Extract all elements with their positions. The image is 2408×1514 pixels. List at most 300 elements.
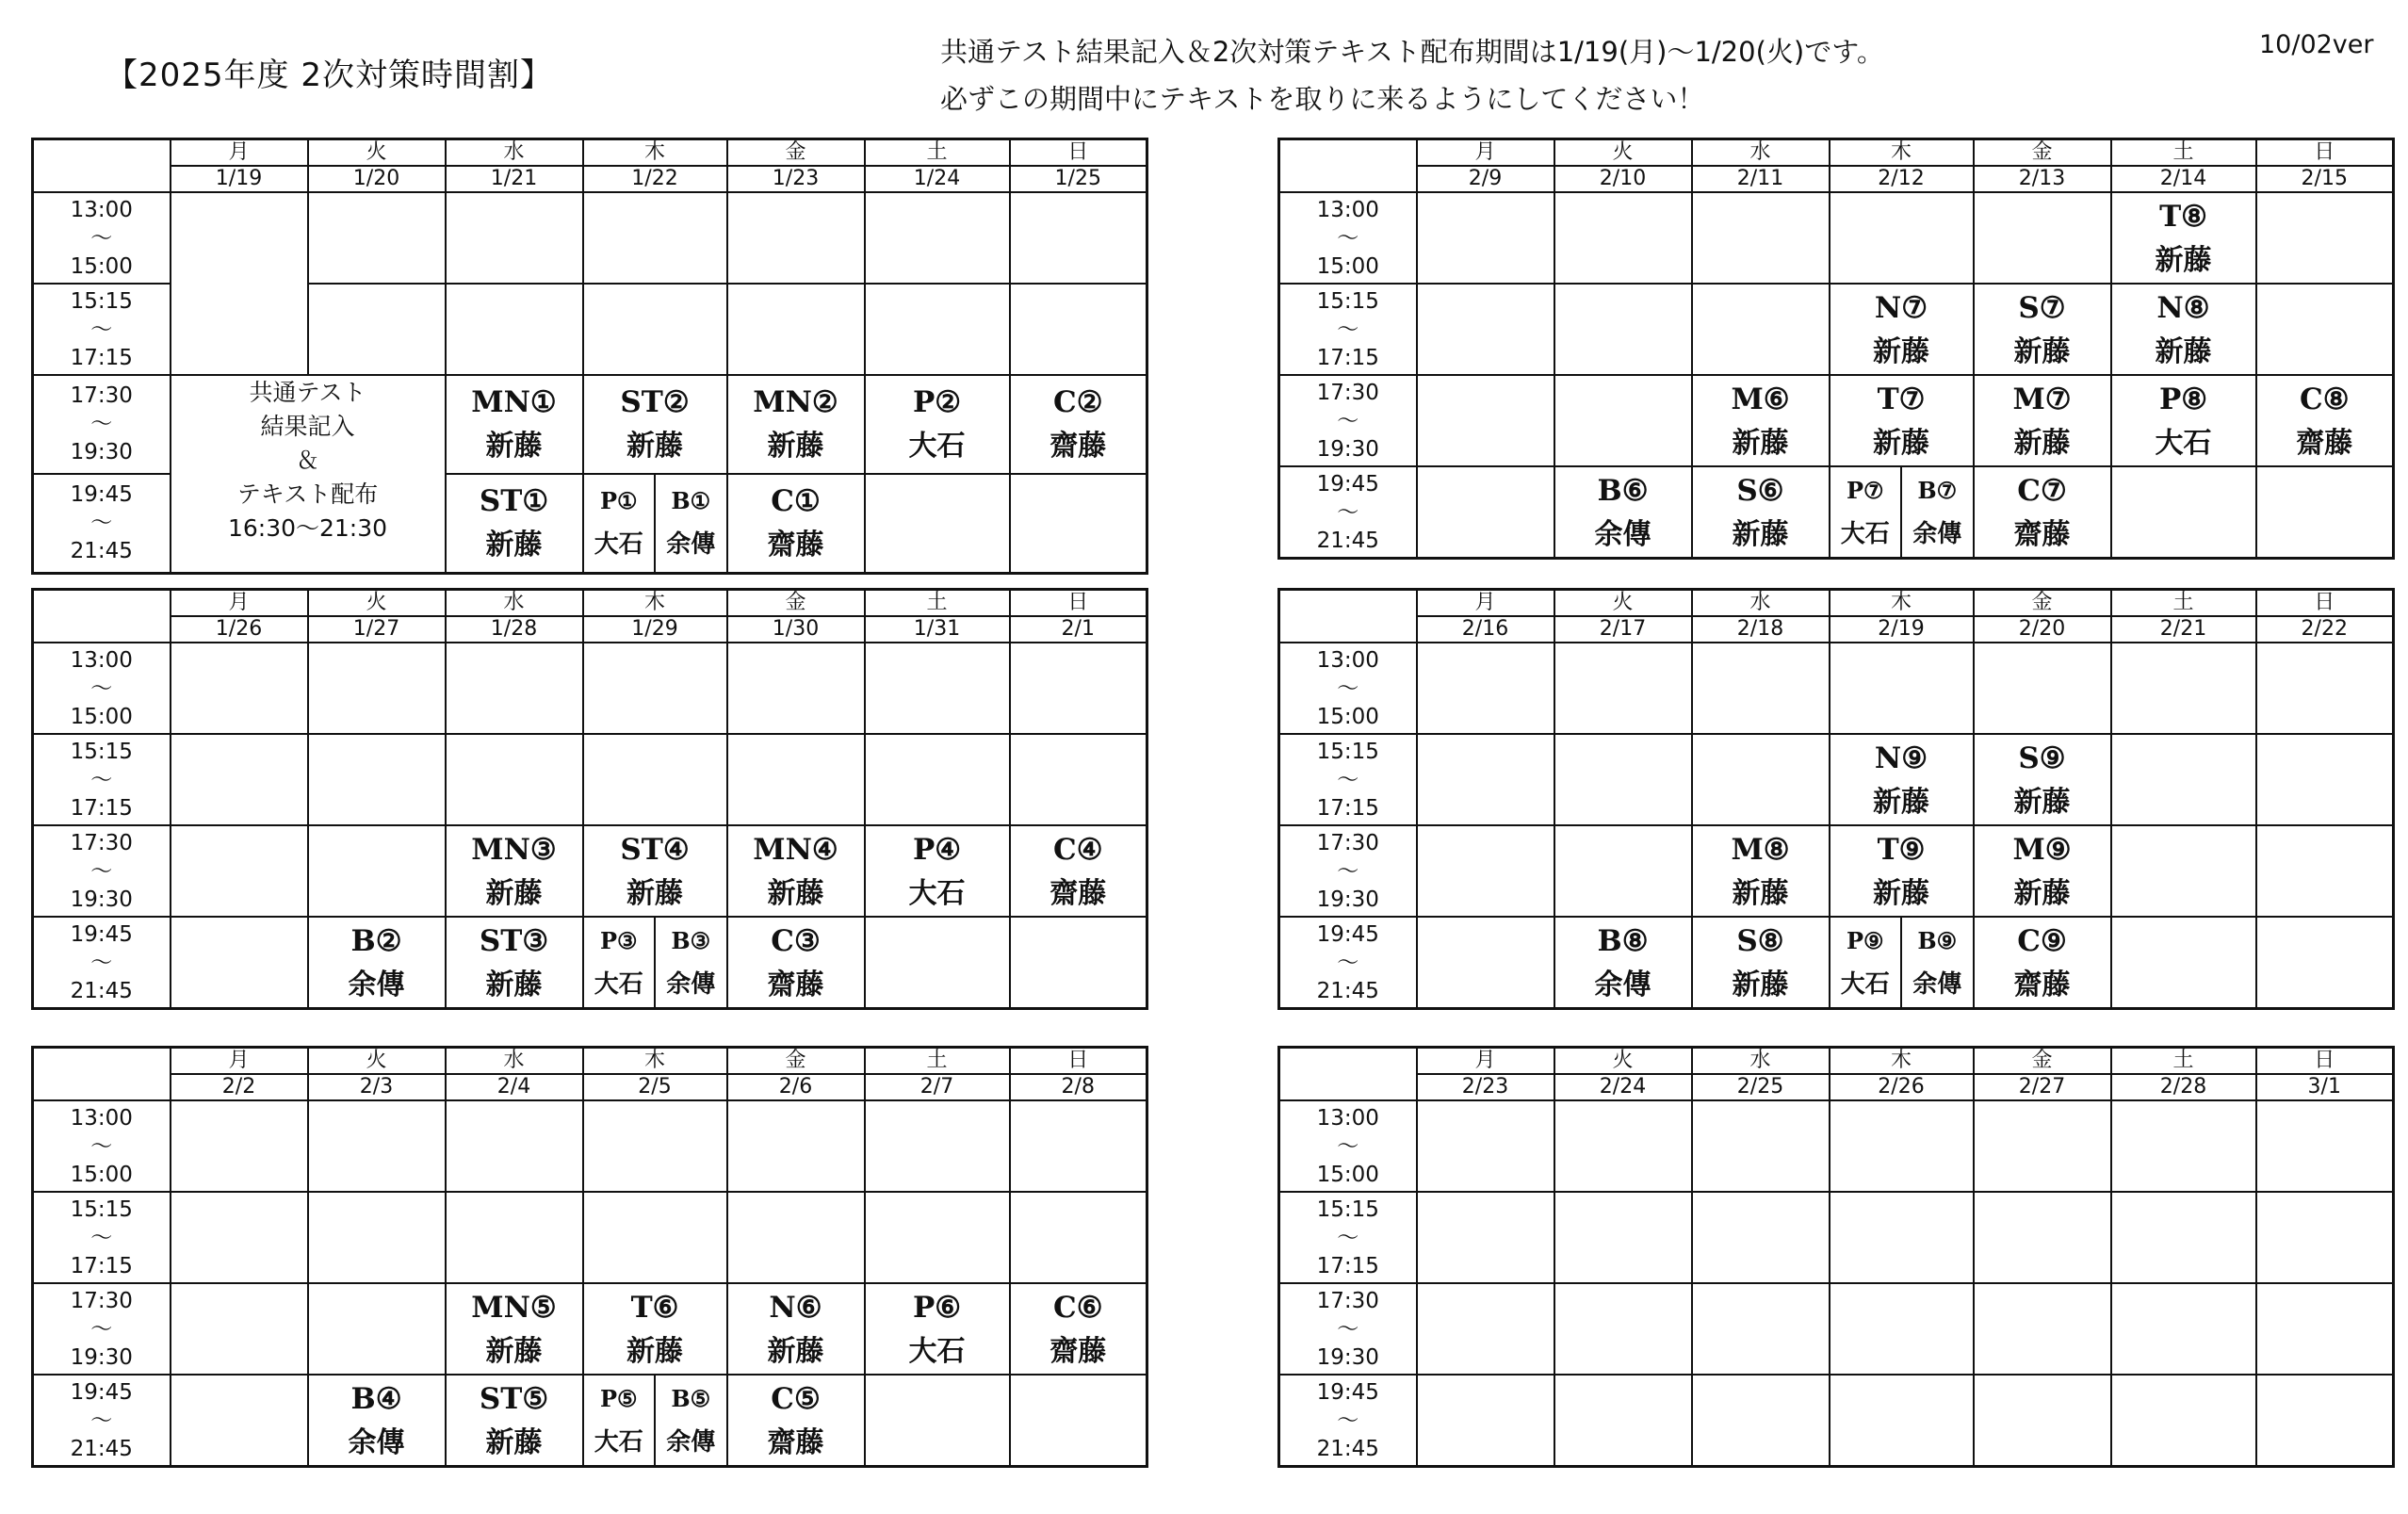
class-code: C⑧: [2300, 382, 2350, 416]
class-cell: [865, 1375, 1010, 1467]
week-table: [31, 588, 1148, 1010]
class-cell: [446, 825, 583, 917]
class-cell: [1417, 1283, 1554, 1375]
teacher-name: 齋藤: [2296, 426, 2353, 460]
class-code: P④: [912, 832, 962, 867]
time-end: 21:45: [1316, 528, 1379, 553]
time-sep: 〜: [90, 1225, 113, 1250]
date-header: 1/22: [583, 166, 727, 192]
class-cell: [865, 917, 1010, 1009]
time-end: 15:00: [70, 1162, 133, 1187]
date-header: 1/20: [308, 166, 446, 192]
class-cell: [2111, 1100, 2256, 1192]
weekday-header: 月: [171, 1048, 308, 1075]
teacher-name: 齋藤: [2013, 968, 2071, 1001]
teacher-name: 新藤: [2013, 876, 2071, 910]
time-sep: 〜: [1337, 676, 1359, 701]
class-code: C⑥: [1053, 1290, 1103, 1325]
weekday-header: 日: [2256, 1048, 2394, 1075]
time-start: 15:15: [70, 1197, 133, 1222]
weekday-header: 土: [865, 1048, 1010, 1075]
class-cell: [2111, 1283, 2256, 1375]
time-slot: [33, 284, 171, 375]
class-code: S⑥: [1736, 473, 1784, 508]
distribution-line5: 16:30〜21:30: [227, 514, 388, 542]
class-cell: [1417, 375, 1554, 466]
time-slot: [33, 1192, 171, 1283]
teacher-name: 新藤: [1873, 334, 1929, 368]
class-code: MN④: [753, 832, 838, 867]
class-code: C②: [1053, 385, 1103, 420]
time-slot: [1279, 192, 1417, 284]
time-end: 21:45: [1316, 1436, 1379, 1461]
class-cell: [583, 1375, 727, 1467]
date-header: 2/3: [308, 1074, 446, 1100]
time-start: 15:15: [1316, 1197, 1379, 1222]
teacher-name: 新藤: [1732, 876, 1789, 910]
class-cell: [1010, 474, 1147, 574]
class-cell: [2256, 1283, 2394, 1375]
class-code: ST⑤: [479, 1381, 549, 1416]
class-cell: [1830, 1375, 1974, 1467]
split-class: [584, 918, 655, 1007]
date-header: 2/16: [1417, 616, 1554, 643]
class-cell: [583, 284, 727, 375]
class-cell: [2111, 825, 2256, 917]
weekday-header: 土: [865, 590, 1010, 617]
weekday-header: 月: [1417, 139, 1554, 167]
class-cell: [446, 734, 583, 825]
date-header: 2/11: [1692, 166, 1830, 192]
weekday-header: 火: [1554, 1048, 1692, 1075]
date-header: 2/8: [1010, 1074, 1147, 1100]
class-code: C④: [1053, 832, 1103, 867]
weekday-header: 金: [727, 590, 865, 617]
date-header: 2/15: [2256, 166, 2394, 192]
time-start: 17:30: [1316, 1288, 1379, 1313]
weekday-header: 水: [1692, 1048, 1830, 1075]
date-header: 1/27: [308, 616, 446, 643]
weekday-header: 火: [308, 139, 446, 167]
class-cell: [583, 917, 727, 1009]
class-cell: [2111, 466, 2256, 559]
weekday-header: 木: [583, 1048, 727, 1075]
class-cell: [2111, 1192, 2256, 1283]
time-start: 17:30: [1316, 830, 1379, 855]
class-cell: [171, 1375, 308, 1467]
weekday-header: 日: [1010, 1048, 1147, 1075]
time-end: 15:00: [70, 704, 133, 729]
teacher-name: 新藤: [2013, 785, 2071, 819]
class-cell: [1554, 825, 1692, 917]
class-cell: [446, 1192, 583, 1283]
class-cell: [1974, 192, 2111, 284]
time-sep: 〜: [90, 1316, 113, 1342]
date-header: 2/7: [865, 1074, 1010, 1100]
distribution-line1: 共通テスト: [249, 379, 366, 406]
time-sep: 〜: [1337, 858, 1359, 884]
class-cell: [1692, 192, 1830, 284]
weekday-header: 水: [446, 590, 583, 617]
teacher-name: 余傳: [666, 530, 716, 560]
teacher-name: 大石: [594, 530, 643, 560]
weekday-header: 土: [865, 139, 1010, 167]
time-start: 19:45: [70, 1379, 133, 1405]
class-cell: [1692, 917, 1830, 1009]
class-code: P⑨: [1846, 926, 1884, 954]
class-cell: [1417, 643, 1554, 734]
time-end: 17:15: [1316, 1253, 1379, 1278]
time-end: 15:00: [70, 253, 133, 279]
class-code: T⑧: [2159, 199, 2207, 234]
teacher-name: 余傳: [666, 1427, 716, 1457]
class-cell: [1692, 284, 1830, 375]
weekday-header: 日: [1010, 590, 1147, 617]
date-header: 1/19: [171, 166, 308, 192]
class-cell: [865, 825, 1010, 917]
class-cell: [1974, 284, 2111, 375]
date-header: 1/28: [446, 616, 583, 643]
class-code: MN①: [471, 385, 557, 420]
class-cell: [1974, 1100, 2111, 1192]
time-slot: [1279, 375, 1417, 466]
split-class: [654, 475, 726, 572]
class-code: B⑥: [1597, 473, 1649, 508]
class-cell: [1974, 1192, 2111, 1283]
week-table: [1277, 1046, 2395, 1468]
page-title: 【2025年度 2次対策時間割】: [106, 57, 553, 94]
class-cell: [1554, 643, 1692, 734]
class-cell: [1974, 643, 2111, 734]
corner-cell: [1279, 139, 1417, 193]
class-code: M⑦: [2012, 382, 2072, 416]
teacher-name: 大石: [2155, 426, 2212, 460]
weekday-header: 土: [2111, 139, 2256, 167]
date-header: 1/31: [865, 616, 1010, 643]
class-cell: [1554, 917, 1692, 1009]
time-end: 17:15: [1316, 795, 1379, 821]
weekday-header: 火: [308, 1048, 446, 1075]
time-end: 15:00: [1316, 253, 1379, 279]
class-cell: [583, 1100, 727, 1192]
weekday-header: 金: [727, 1048, 865, 1075]
time-slot: [33, 474, 171, 574]
class-cell: [1974, 917, 2111, 1009]
class-cell: [446, 474, 583, 574]
teacher-name: 大石: [1840, 519, 1890, 548]
weekday-header: 金: [1974, 139, 2111, 167]
class-cell: [1974, 825, 2111, 917]
time-slot: [1279, 1192, 1417, 1283]
class-cell: [446, 917, 583, 1009]
time-end: 19:30: [1316, 887, 1379, 912]
teacher-name: 新藤: [485, 1425, 543, 1459]
class-cell: [1692, 643, 1830, 734]
time-sep: 〜: [1337, 317, 1359, 342]
time-sep: 〜: [90, 1408, 113, 1433]
class-cell: [2256, 1100, 2394, 1192]
class-cell: [308, 734, 446, 825]
class-cell: [1417, 1375, 1554, 1467]
class-cell: [171, 734, 308, 825]
date-header: 2/26: [1830, 1074, 1974, 1100]
date-header: 2/14: [2111, 166, 2256, 192]
class-cell: [2256, 917, 2394, 1009]
split-class: [1830, 467, 1901, 557]
date-header: 3/1: [2256, 1074, 2394, 1100]
class-cell: [446, 284, 583, 375]
weekday-header: 木: [583, 139, 727, 167]
class-code: P⑤: [599, 1384, 638, 1412]
teacher-name: 余傳: [1912, 519, 1962, 548]
time-start: 17:30: [70, 383, 133, 409]
class-cell: [1010, 1192, 1147, 1283]
class-cell: [1554, 1192, 1692, 1283]
class-cell: [1554, 1283, 1692, 1375]
class-cell: [308, 1375, 446, 1467]
date-header: 1/23: [727, 166, 865, 192]
class-code: N⑧: [2156, 290, 2210, 325]
time-slot: [1279, 1100, 1417, 1192]
time-start: 19:45: [1316, 1379, 1379, 1405]
class-cell: [1417, 466, 1554, 559]
time-sep: 〜: [1337, 499, 1359, 525]
time-start: 15:15: [70, 739, 133, 764]
weekday-header: 木: [583, 590, 727, 617]
teacher-name: 大石: [908, 430, 966, 464]
class-cell: [865, 192, 1010, 284]
class-code: T⑨: [1877, 832, 1926, 867]
date-header: 2/27: [1974, 1074, 2111, 1100]
weekday-header: 金: [1974, 590, 2111, 617]
class-code: T⑦: [1877, 382, 1926, 416]
class-cell: [1010, 917, 1147, 1009]
time-sep: 〜: [90, 511, 113, 536]
time-slot: [1279, 466, 1417, 559]
corner-cell: [33, 139, 171, 193]
class-cell: [1830, 375, 1974, 466]
weekday-header: 火: [308, 590, 446, 617]
class-code: C⑨: [2017, 923, 2067, 958]
teacher-name: 大石: [1840, 969, 1890, 999]
teacher-name: 齋藤: [1049, 876, 1107, 910]
teacher-name: 新藤: [485, 529, 543, 562]
class-cell: [1417, 734, 1554, 825]
time-start: 13:00: [70, 1105, 133, 1131]
class-code: S⑧: [1736, 923, 1784, 958]
teacher-name: 余傳: [666, 969, 716, 999]
time-sep: 〜: [1337, 1225, 1359, 1250]
date-header: 2/1: [1010, 616, 1147, 643]
time-start: 15:15: [70, 288, 133, 314]
class-cell: [1974, 734, 2111, 825]
class-cell: [583, 1283, 727, 1375]
time-end: 19:30: [1316, 1344, 1379, 1370]
class-cell: [446, 643, 583, 734]
class-cell: [1692, 1100, 1830, 1192]
distribution-line4: テキスト配布: [236, 480, 379, 508]
time-end: 17:15: [70, 345, 133, 370]
time-slot: [33, 917, 171, 1009]
teacher-name: 新藤: [767, 430, 824, 464]
class-cell: [446, 1283, 583, 1375]
time-end: 15:00: [1316, 1162, 1379, 1187]
class-code: P⑧: [2158, 382, 2208, 416]
class-cell: [727, 1283, 865, 1375]
date-header: 1/30: [727, 616, 865, 643]
split-class: [1830, 918, 1901, 1007]
class-cell: [2256, 734, 2394, 825]
class-cell: [171, 643, 308, 734]
class-cell: [1554, 1375, 1692, 1467]
class-cell: [1554, 375, 1692, 466]
class-cell: [1417, 825, 1554, 917]
class-cell: [171, 1283, 308, 1375]
class-cell: [583, 825, 727, 917]
time-start: 19:45: [1316, 471, 1379, 497]
class-code: M⑥: [1731, 382, 1790, 416]
class-code: P⑦: [1846, 476, 1884, 504]
class-code: P⑥: [912, 1290, 962, 1325]
split-class: [654, 918, 726, 1007]
teacher-name: 新藤: [1873, 426, 1929, 460]
class-cell: [308, 1192, 446, 1283]
class-code: N⑥: [769, 1290, 822, 1325]
time-sep: 〜: [1337, 950, 1359, 975]
class-cell: [2111, 734, 2256, 825]
split-class: [584, 1376, 655, 1465]
class-cell: [2111, 917, 2256, 1009]
weekday-header: 月: [1417, 590, 1554, 617]
teacher-name: 齋藤: [767, 1425, 824, 1459]
date-header: 2/9: [1417, 166, 1554, 192]
date-header: 2/6: [727, 1074, 865, 1100]
class-cell: [727, 284, 865, 375]
time-start: 13:00: [1316, 197, 1379, 222]
class-code: M⑨: [2012, 832, 2072, 867]
time-sep: 〜: [90, 676, 113, 701]
time-start: 13:00: [1316, 1105, 1379, 1131]
class-cell: [2111, 1375, 2256, 1467]
time-slot: [1279, 1283, 1417, 1375]
time-slot: [1279, 643, 1417, 734]
time-start: 19:45: [1316, 921, 1379, 947]
time-end: 15:00: [1316, 704, 1379, 729]
time-slot: [33, 734, 171, 825]
class-code: B②: [350, 923, 402, 958]
date-header: 1/21: [446, 166, 583, 192]
class-cell: [446, 192, 583, 284]
teacher-name: 新藤: [1732, 517, 1789, 551]
weekday-header: 木: [1830, 1048, 1974, 1075]
date-header: 1/24: [865, 166, 1010, 192]
class-cell: [865, 1192, 1010, 1283]
date-header: 1/25: [1010, 166, 1147, 192]
class-cell: [727, 734, 865, 825]
class-cell: [1974, 1375, 2111, 1467]
notice-line-2: 必ずこの期間中にテキストを取りに来るようにしてください！: [940, 83, 1705, 115]
teacher-name: 新藤: [767, 876, 824, 910]
class-cell: [2256, 192, 2394, 284]
class-code: T⑥: [630, 1290, 679, 1325]
time-slot: [33, 192, 171, 284]
time-end: 17:15: [70, 1253, 133, 1278]
class-cell: [1692, 825, 1830, 917]
teacher-name: 新藤: [1732, 426, 1789, 460]
date-header: 1/26: [171, 616, 308, 643]
teacher-name: 新藤: [1873, 876, 1929, 910]
week-table: [31, 1046, 1148, 1468]
class-cell: [727, 192, 865, 284]
class-cell: [1830, 1100, 1974, 1192]
teacher-name: 齋藤: [2013, 517, 2071, 551]
class-cell: [727, 1192, 865, 1283]
time-end: 19:30: [70, 887, 133, 912]
class-cell: [1010, 734, 1147, 825]
class-code: MN③: [471, 832, 557, 867]
time-sep: 〜: [1337, 225, 1359, 251]
class-code: P②: [912, 385, 962, 420]
weekday-header: 月: [171, 139, 308, 167]
time-sep: 〜: [1337, 1133, 1359, 1159]
class-code: MN⑤: [471, 1290, 557, 1325]
weekday-header: 日: [2256, 139, 2394, 167]
weekday-header: 水: [1692, 139, 1830, 167]
class-cell: [583, 192, 727, 284]
class-cell: [171, 1100, 308, 1192]
time-start: 17:30: [70, 830, 133, 855]
class-code: N⑦: [1874, 290, 1928, 325]
time-start: 19:45: [70, 921, 133, 947]
time-start: 13:00: [70, 197, 133, 222]
teacher-name: 齋藤: [767, 968, 824, 1001]
class-cell: [1692, 1192, 1830, 1283]
weekday-header: 火: [1554, 139, 1692, 167]
split-class: [1900, 918, 1973, 1007]
class-code: MN②: [753, 385, 838, 420]
class-code: B⑧: [1597, 923, 1649, 958]
class-cell: [865, 1100, 1010, 1192]
class-cell: [308, 643, 446, 734]
class-cell: [865, 643, 1010, 734]
teacher-name: 新藤: [626, 876, 683, 910]
teacher-name: 新藤: [2155, 334, 2212, 368]
time-sep: 〜: [1337, 408, 1359, 433]
class-cell: [1830, 643, 1974, 734]
class-cell: [2111, 192, 2256, 284]
time-end: 19:30: [70, 1344, 133, 1370]
class-cell: [865, 474, 1010, 574]
date-header: 2/20: [1974, 616, 2111, 643]
time-slot: [1279, 734, 1417, 825]
teacher-name: 齋藤: [1049, 430, 1107, 464]
time-slot: [33, 1100, 171, 1192]
time-sep: 〜: [90, 317, 113, 342]
class-code: S⑦: [2018, 290, 2066, 325]
class-code: M⑧: [1731, 832, 1790, 867]
time-slot: [33, 1375, 171, 1467]
teacher-name: 余傳: [1912, 969, 1962, 999]
teacher-name: 齋藤: [767, 529, 824, 562]
distribution-line3: ＆: [295, 447, 319, 474]
class-cell: [1010, 1283, 1147, 1375]
teacher-name: 余傳: [348, 968, 405, 1001]
teacher-name: 新藤: [485, 1334, 543, 1368]
weekday-header: 土: [2111, 1048, 2256, 1075]
class-code: ST③: [479, 923, 549, 958]
time-end: 17:15: [70, 795, 133, 821]
teacher-name: 大石: [594, 969, 643, 999]
